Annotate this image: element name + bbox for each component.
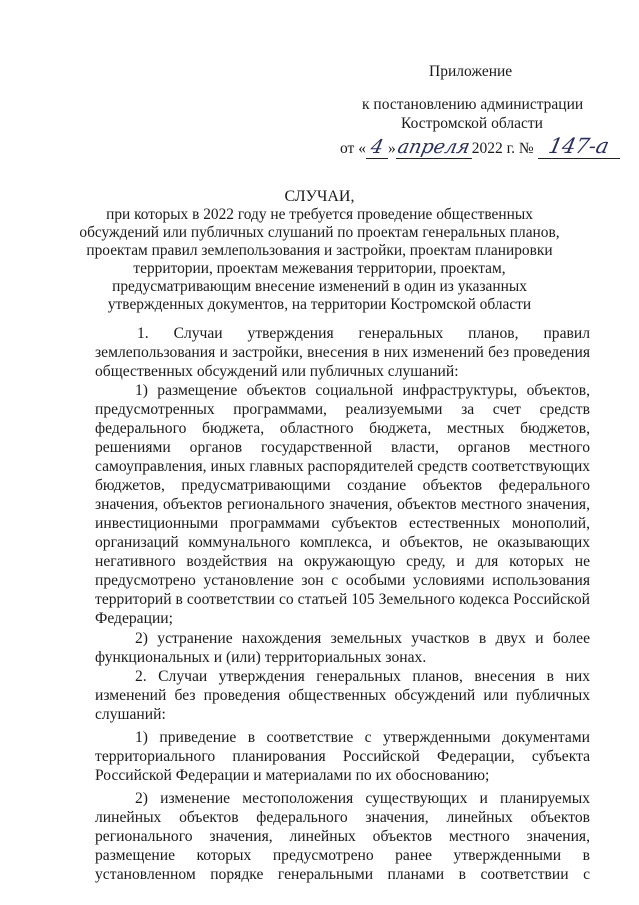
resolution-label: к постановлению администрации — [362, 96, 584, 113]
body-line: 2) изменение местоположения существующих и планируемых — [135, 790, 590, 807]
body-line: 2. Случаи утверждения генеральных планов, внесения в них — [135, 668, 590, 685]
body-line: организаций коммунального комплекса, и объектов, не оказывающих — [95, 534, 590, 551]
date-year: 2022 г. № — [471, 140, 534, 157]
resolution-number-field — [538, 134, 620, 159]
title-line: обсуждений или публичных слушаний по проектам генеральных планов, — [79, 224, 560, 241]
body-line: предусмотренных программами, реализуемыми за счет средств — [95, 401, 590, 418]
body-line: значения, объектов регионального значения, объектов местного значения, — [95, 496, 590, 513]
body-line: регионального значения, линейных объектов местного значения, — [95, 828, 590, 845]
body-line: бюджетов, предусматривающими создание объектов федерального — [95, 477, 590, 494]
body-line: 1) приведение в соответствие с утвержденными документами — [135, 729, 590, 746]
body-line: 1. Случаи утверждения генеральных планов, правил — [137, 325, 590, 342]
body-line: размещение которых предусмотрено ранее утвержденными в — [95, 847, 590, 864]
date-mid: » — [387, 140, 396, 157]
body-line: общественных обсуждений или публичных слушаний: — [95, 363, 459, 380]
resolution-date-line — [340, 134, 620, 159]
body-line: территорий в соответствии со статьей 105 Земельного кодекса Российской — [95, 591, 590, 608]
body-line: Федерации; — [95, 610, 173, 627]
resolution-number-handwritten: 147-а — [546, 134, 612, 158]
body-line: слушаний: — [95, 706, 166, 723]
body-line: федерального бюджета, областного бюджета, местных бюджетов, — [95, 420, 590, 437]
date-day-field — [366, 136, 388, 159]
title-line: при которых в 2022 году не требуется проведение общественных — [106, 206, 533, 223]
title-line: предусматривающим внесение изменений в один из указанных — [112, 278, 527, 295]
body-line: 1) размещение объектов социальной инфраструктуры, объектов, — [135, 382, 590, 399]
body-line: инвестиционными программами субъектов естественных монополий, — [95, 515, 590, 532]
body-line: установленном порядке генеральными планами в соответствии с — [95, 866, 590, 883]
body-line: самоуправления, иных главных распорядителей средств соответствующих — [95, 458, 591, 475]
appendix-label: Приложение — [429, 63, 513, 80]
body-line: землепользования и застройки, внесения в них изменений без проведения — [95, 344, 590, 361]
title-line: проектам правил землепользования и застройки, проектам планировки — [86, 242, 553, 259]
region-label: Костромской области — [401, 115, 543, 132]
body-line: Российской Федерации и материалами по их обоснованию; — [95, 767, 490, 784]
body-line: решениями органов государственной власти, органов местного — [95, 439, 590, 456]
body-line: линейных объектов федерального значения, линейных объектов — [95, 809, 590, 826]
date-prefix: от « — [340, 140, 366, 157]
title-line: территории, проектам межевания территории, проектам, — [133, 260, 506, 277]
date-month-handwritten: апреля — [395, 136, 472, 158]
document-title: СЛУЧАИ, — [284, 188, 355, 205]
body-line: 2) устранение нахождения земельных участков в двух и более — [135, 630, 590, 647]
title-line: утвержденных документов, на территории Костромской области — [107, 296, 532, 313]
body-line: территориального планирования Российской Федерации, субъекта — [95, 748, 590, 765]
body-line: негативного воздействия на окружающую среду, и для которых не — [95, 553, 590, 570]
body-line: предусмотрено установление зон с особыми условиями использования — [95, 572, 590, 589]
body-line: функциональных и (или) территориальных зонах. — [95, 649, 427, 666]
date-day-handwritten: 4 — [368, 136, 386, 158]
date-month-field — [396, 136, 472, 159]
body-line: изменений без проведения общественных обсуждений или публичных — [95, 687, 590, 704]
